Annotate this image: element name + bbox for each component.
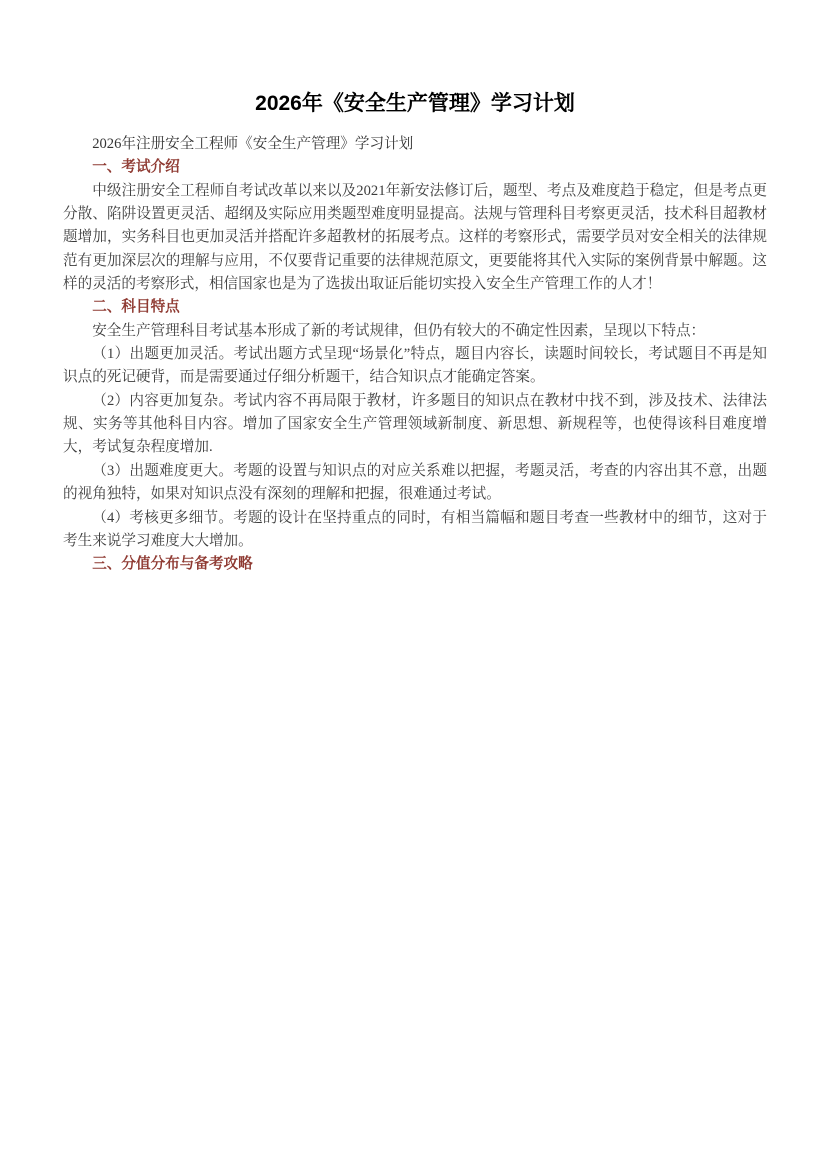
paragraph-subject-features-intro: 安全生产管理科目考试基本形成了新的考试规律，但仍有较大的不确定性因素，呈现以下特点：	[92, 322, 706, 339]
document-subtitle: 2026年注册安全工程师《安全生产管理》学习计划	[92, 136, 414, 152]
section-heading-exam-intro: 一、考试介绍	[92, 159, 180, 176]
section-heading-score-distribution: 三、分值分布与备考攻略	[92, 556, 253, 573]
document-title: 2026年《安全生产管理》学习计划	[255, 92, 575, 115]
section-heading-subject-features: 二、科目特点	[92, 299, 180, 316]
paragraph-feature-4: （4）考核更多细节。考题的设计在坚持重点的同时，有相当篇幅和题目考查一些教材中的细节，这对于考生来说学习难度大大增加。	[63, 509, 767, 549]
paragraph-exam-intro: 中级注册安全工程师自考试改革以来以及2021年新安法修订后，题型、考点及难度趋于稳定，但是考点更分散、陷阱设置更灵活、超纲及实际应用类题型难度明显提高。法规与管理科目考察更灵活，技术科目超教材题增加，实务科目也更加灵活并搭配许多超教材的拓展考点。这样的考察形式，需要学员对安全相关的法律规范有更加深层次的理解与应用，不仅要背记重要的法律规范原文，更要能将其代入实际的案例背景中解题。这样的灵活的考察形式，相信国家也是为了选拔出取证后能切实投入安全生产管理工作的人才！	[63, 182, 767, 293]
paragraph-feature-2: （2）内容更加复杂。考试内容不再局限于教材，许多题目的知识点在教材中找不到，涉及技术、法律法规、实务等其他科目内容。增加了国家安全生产管理领域新制度、新思想、新规程等，也使得该科目难度增大，考试复杂程度增加.	[63, 392, 767, 456]
paragraph-feature-3: （3）出题难度更大。考题的设置与知识点的对应关系难以把握，考题灵活，考查的内容出其不意，出题的视角独特，如果对知识点没有深刻的理解和把握，很难通过考试。	[63, 462, 767, 503]
paragraph-feature-1: （1）出题更加灵活。考试出题方式呈现“场景化”特点，题目内容长，读题时间较长，考试题目不再是知识点的死记硬背，而是需要通过仔细分析题干，结合知识点才能确定答案。	[63, 346, 767, 386]
